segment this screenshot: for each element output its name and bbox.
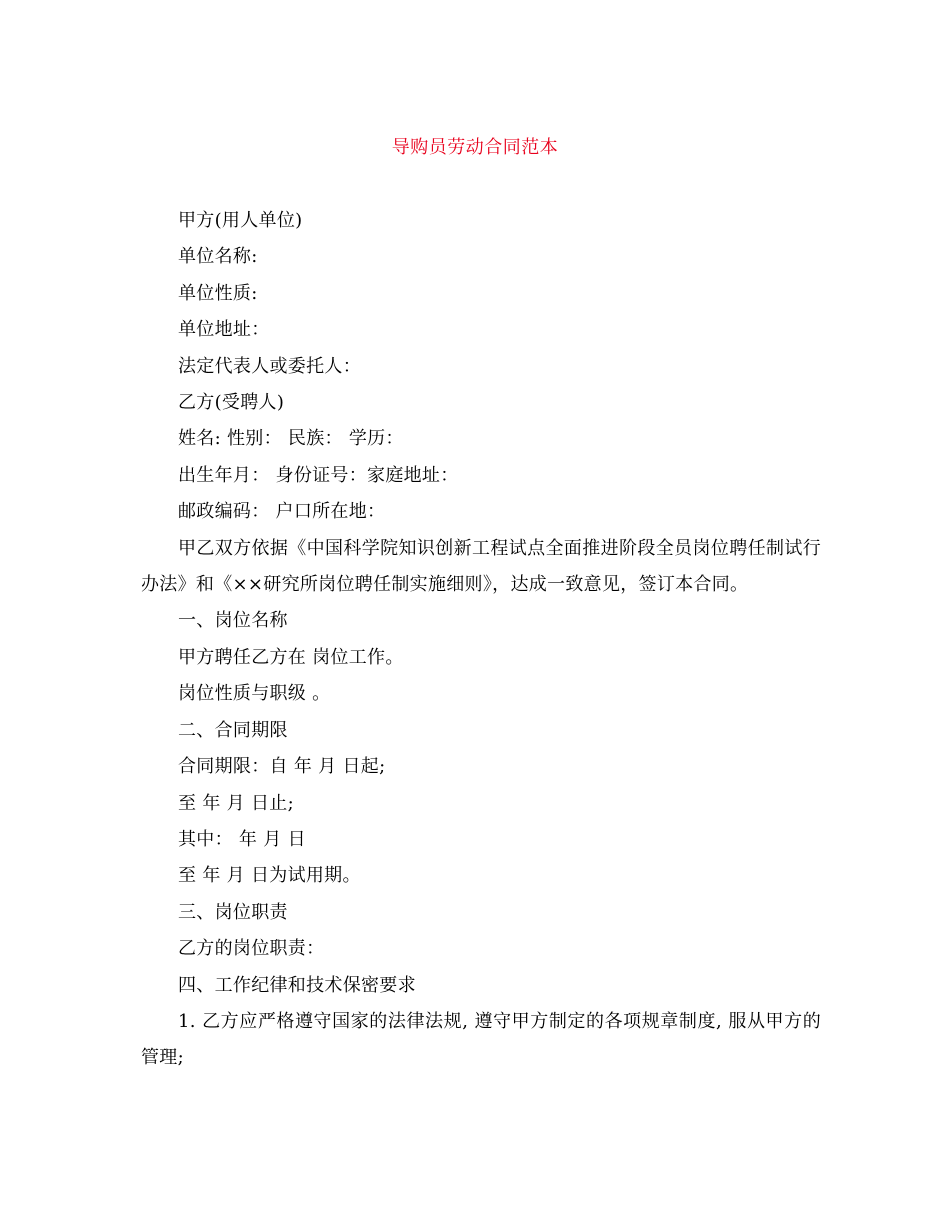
section-heading-contract-term: 二、合同期限 bbox=[178, 719, 288, 741]
paragraph-term-end: 至 年 月 日止; bbox=[178, 792, 294, 814]
paragraph-unit-address: 单位地址： bbox=[178, 319, 270, 341]
paragraph-probation-start: 其中： 年 月 日 bbox=[178, 828, 306, 850]
paragraph-party-b: 乙方(受聘人) bbox=[178, 392, 285, 414]
paragraph-postal-residence: 邮政编码： 户口所在地： bbox=[178, 501, 386, 523]
document-body bbox=[141, 203, 821, 1077]
paragraph-probation-end: 至 年 月 日为试用期。 bbox=[178, 865, 361, 887]
paragraph-discipline-1: 1. 乙方应严格遵守国家的法律法规, 遵守甲方制定的各项规章制度, 服从甲方的管理; bbox=[141, 1010, 821, 1069]
paragraph-party-a: 甲方(用人单位) bbox=[178, 210, 303, 231]
document-title: 导购员劳动合同范本 bbox=[391, 137, 559, 158]
paragraph-position-appointment: 甲方聘任乙方在 岗位工作。 bbox=[178, 646, 404, 668]
paragraph-birth-id-address: 出生年月： 身份证号：家庭地址： bbox=[178, 464, 459, 486]
section-heading-duties: 三、岗位职责 bbox=[178, 901, 288, 923]
paragraph-term-start: 合同期限：自 年 月 日起; bbox=[178, 756, 386, 778]
paragraph-legal-representative: 法定代表人或委托人： bbox=[178, 355, 361, 377]
paragraph-position-grade: 岗位性质与职级 。 bbox=[178, 683, 331, 705]
paragraph-unit-name: 单位名称: bbox=[178, 246, 258, 268]
section-heading-position-name: 一、岗位名称 bbox=[178, 610, 288, 632]
paragraph-agreement-basis: 甲乙双方依据《中国科学院知识创新工程试点全面推进阶段全员岗位聘任制试行办法》和《××研究所岗位聘任制实施细则》，达成一致意见，签订本合同。 bbox=[141, 537, 821, 596]
paragraph-duties: 乙方的岗位职责： bbox=[178, 938, 325, 960]
paragraph-unit-nature: 单位性质: bbox=[178, 282, 258, 304]
paragraph-personal-info: 姓名: 性别： 民族： 学历： bbox=[178, 428, 404, 450]
section-heading-discipline: 四、工作纪律和技术保密要求 bbox=[178, 974, 416, 996]
